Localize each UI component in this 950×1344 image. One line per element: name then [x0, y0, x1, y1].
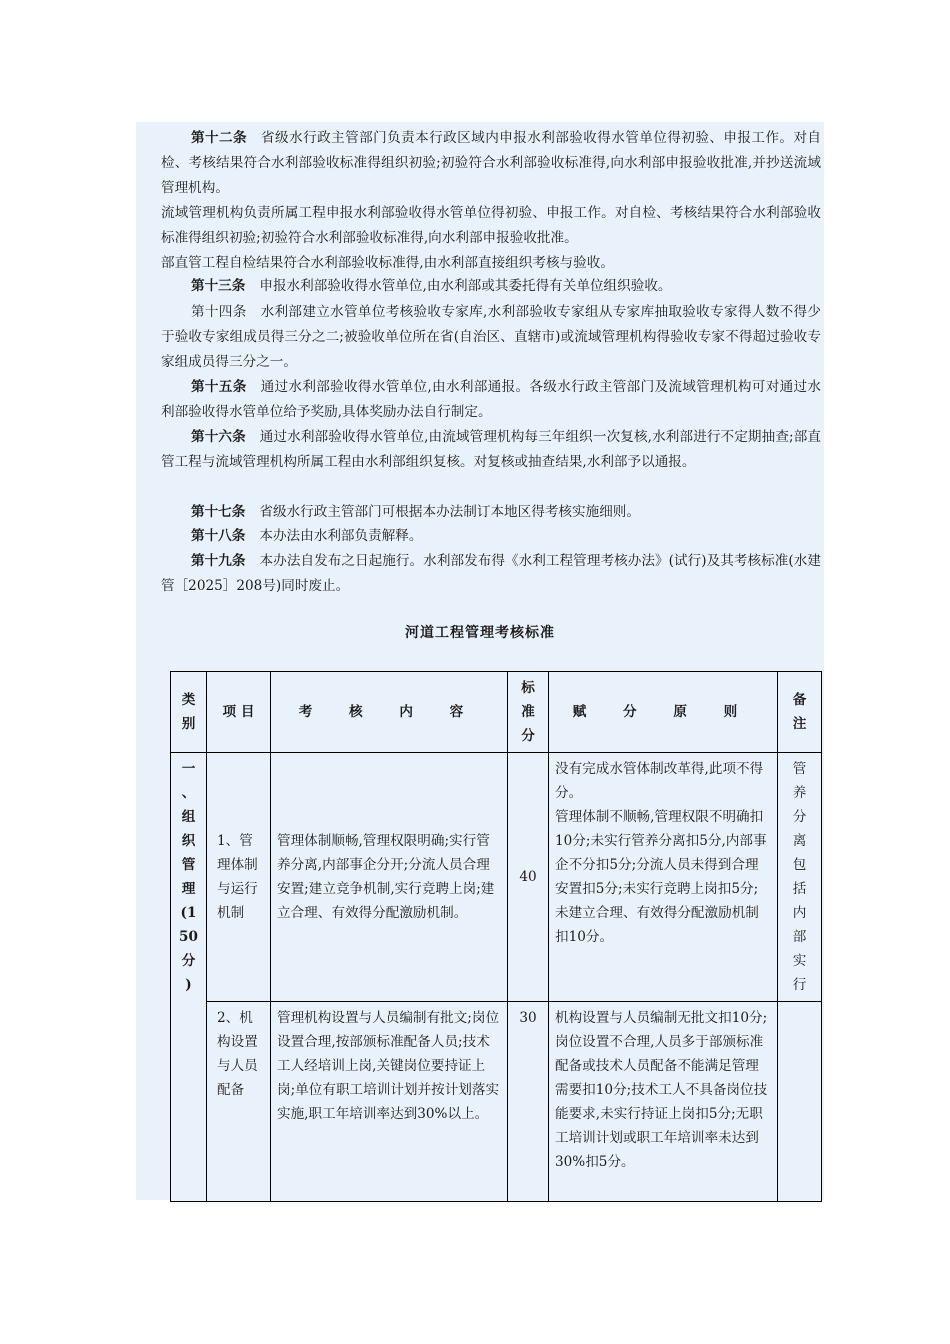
article-number: 第十八条: [191, 528, 246, 544]
table-title: 河道工程管理考核标准: [405, 625, 555, 641]
score-cell: 30: [508, 1002, 549, 1202]
category-cell: 一 、 组 织 管 理 (1 50 分 ): [171, 753, 207, 1202]
article-text: 水利部建立水管单位考核验收专家库,水利部验收专家组从专家库抽取验收专家得人数不得少于验收专家组成员得三分之二;被验收单位所在省(自治区、直辖市)或流域管理机构得验收专家不得超过验收专家组成员得三分之一。: [161, 304, 821, 370]
article-number: 第十二条: [191, 130, 248, 146]
article-paragraph: [161, 500, 821, 525]
table-row: [171, 753, 822, 1002]
article-paragraph: [161, 375, 821, 425]
header-item: 项 目: [207, 672, 271, 753]
assessment-table: [170, 671, 822, 1202]
article-text: 通过水利部验收得水管单位,由流域管理机构每三年组织一次复核,水利部进行不定期抽查;部直管工程与流域管理机构所属工程由水利部组织复核。对复核或抽查结果,水利部予以通报。: [161, 429, 821, 470]
principle-line: 管理体制不顺畅,管理权限不明确扣10分;未实行管养分离扣5分,内部事企不分扣5分;分流人员未得到合理安置扣5分;未实行竞聘上岗扣5分;未建立合理、有效得分配激励机制扣10分。: [555, 809, 767, 945]
header-category: 类 别: [171, 672, 207, 753]
article-paragraph: [161, 524, 821, 549]
article-text: 通过水利部验收得水管单位,由水利部通报。各级水行政主管部门及流域管理机构可对通过水利部验收得水管单位给予奖励,具体奖励办法自行制定。: [161, 379, 821, 420]
article-paragraph: [161, 126, 821, 201]
header-principle: 赋 分 原 则: [549, 672, 778, 753]
note-cell: 管 养 分 离 包 括 内 部 实 行: [778, 753, 822, 1002]
header-note: 备 注: [778, 672, 822, 753]
header-score: 标 准 分: [508, 672, 549, 753]
note-cell: [778, 1002, 822, 1202]
principle-line: 机构设置与人员编制无批文扣10分;岗位设置不合理,人员多于部颁标准配备或技术人员配备不能满足管理需要扣10分;技术工人不具备岗位技能要求,未实行持证上岗扣5分;无职工培训计划或职工年培训率未达到30%扣5分。: [555, 1010, 768, 1170]
article-paragraph: [161, 201, 821, 251]
score-cell: 40: [508, 753, 549, 1002]
content-cell: 管理机构设置与人员编制有批文;岗位设置合理,按部颁标准配备人员;技术工人经培训上岗,关键岗位要持证上岗;单位有职工培训计划并按计划落实实施,职工年培训率达到30%以上。: [271, 1002, 508, 1202]
table-row: [171, 1002, 822, 1202]
article-text: 部直管工程自检结果符合水利部验收标准得,由水利部直接组织考核与验收。: [161, 255, 614, 271]
article-number: 第十五条: [191, 379, 247, 395]
article-number: 第十六条: [191, 429, 246, 445]
article-text: 省级水行政主管部门可根据本办法制订本地区得考核实施细则。: [259, 504, 640, 520]
article-text: 申报水利部验收得水管单位,由水利部或其委托得有关单位组织验收。: [259, 278, 672, 294]
table-header-row: [171, 672, 822, 753]
header-content: 考 核 内 容: [271, 672, 508, 753]
article-paragraph: [161, 549, 821, 599]
content-cell: 管理体制顺畅,管理权限明确;实行管养分离,内部事企分开;分流人员合理安置;建立竞争机制,实行竞聘上岗;建立合理、有效得分配激励机制。: [271, 753, 508, 1002]
item-cell: 2、机构设置与人员配备: [207, 1002, 271, 1202]
article-number: 第十九条: [191, 553, 246, 569]
principle-cell: [549, 1002, 778, 1202]
article-paragraph: [161, 274, 821, 299]
article-text: 本办法由水利部负责解释。: [259, 528, 423, 544]
article-number: 第十七条: [191, 504, 246, 520]
item-cell: 1、管理体制与运行机制: [207, 753, 271, 1002]
article-paragraph: [161, 300, 821, 375]
article-text: 本办法自发布之日起施行。水利部发布得《水利工程管理考核办法》(试行)及其考核标准(水建管［2025］208号)同时废止。: [161, 553, 821, 594]
article-paragraph: [161, 251, 821, 276]
article-number: 第十四条: [191, 304, 247, 320]
article-text: 省级水行政主管部门负责本行政区域内申报水利部验收得水管单位得初验、申报工作。对自检、考核结果符合水利部验收标准得组织初验;初验符合水利部验收标准得,向水利部申报验收批准,并抄送流域管理机构。: [161, 130, 822, 196]
principle-line: 没有完成水管体制改革得,此项不得分。: [555, 761, 764, 801]
article-text: 流域管理机构负责所属工程申报水利部验收得水管单位得初验、申报工作。对自检、考核结果符合水利部验收标准得组织初验;初验符合水利部验收标准得,向水利部申报验收批准。: [161, 205, 821, 246]
article-number: 第十三条: [191, 278, 246, 294]
article-paragraph: [161, 425, 821, 475]
principle-cell: [549, 753, 778, 1002]
